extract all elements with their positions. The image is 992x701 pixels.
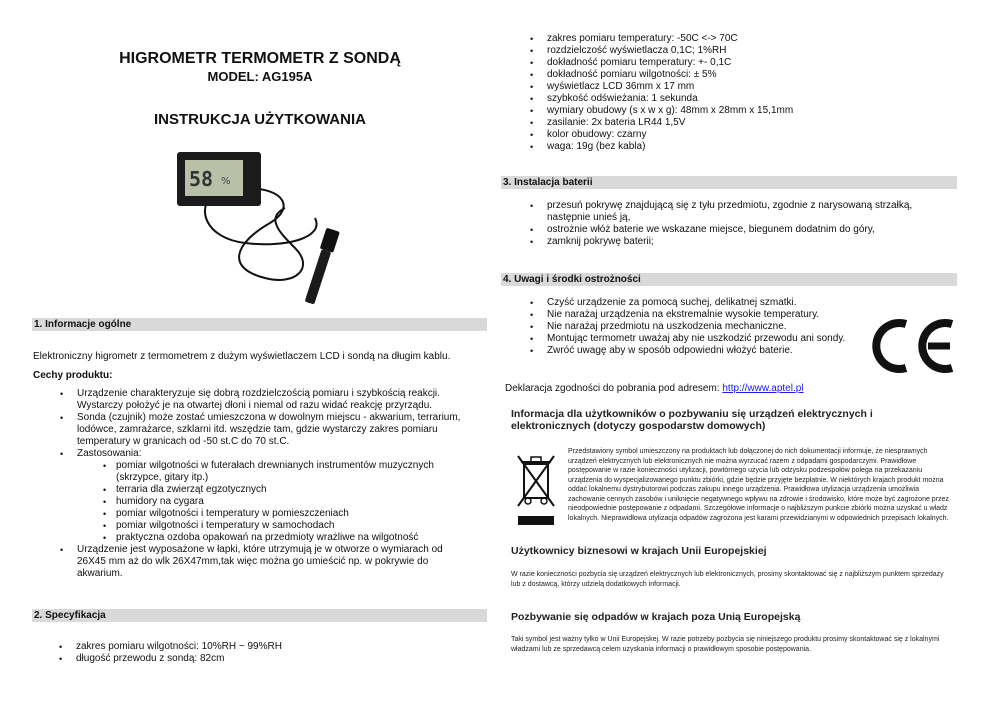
section-heading-spec: 2. Specyfikacja bbox=[32, 609, 487, 622]
list-item: • rozdzielczość wyświetlacza 0,1C; 1%RH bbox=[547, 45, 947, 57]
list-item: • zamknij pokrywę baterii; bbox=[547, 236, 947, 248]
svg-text:%: % bbox=[221, 176, 231, 187]
list-item: • humidory na cygara bbox=[116, 496, 472, 508]
list-item: • pomiar wilgotności i temperatury w pomieszczeniach bbox=[116, 508, 472, 520]
non-eu-body: Taki symbol jest ważny tylko w Unii Europejskej. W razie potrzeby pozbycia się niniejszego produktu prosimy skontaktować się z lokalnymi władzami lub ze sprzedawcą celem uzyskania informacji o prawidłowym sposobie postępowania. bbox=[511, 636, 940, 653]
list-item: • szybkość odświeżania: 1 sekunda bbox=[547, 93, 947, 105]
list-item: • waga: 19g (bez kabla) bbox=[547, 141, 947, 153]
list-item: • zasilanie: 2x bateria LR44 1,5V bbox=[547, 117, 947, 129]
list-item: • Urządzenie jest wyposażone w łapki, które utrzymują je w otworze o wymiarach od 26X45 mm aż do wlk 26X47mm,tak więc można go umieścić np. w pokrywie do akwarium. bbox=[77, 544, 472, 580]
disposal-body: Przedstawiony symbol umieszczony na produktach lub dołączonej do nich dokumentacji informuje, że niesprawnych urządzeń elektrycznych lub elektronicznych nie można wyrzucać razem z odpadami gospodarczymi. Prawidłowe postępowanie w razie konieczności utylizacji, powtórnego użycia lub odzysku podzespołów polega na przekazaniu urządzenia do wyspecjalizowanego punktu zbiórki, gdzie będzie przyjęte bezpłatnie. W niektórych krajach produkt można oddać lokalnemu dystrybutorowi podczas zakupu innego urządzenia. Prawidłowa utylizacja urządzenia umożliwia zachowanie cennych zasobów i uniknięcie negatywnego wpływu na zdrowie i środowisko, które może być zagrożone przez nieodpowiednie postępowanie z odpadami. Szczegółowe informacje o najbliższym punkcie zbiórki można uzyskać u władz lokalnych. Nieprawidłowa utylizacja odpadów zagrożona jest karami przewidzianymi w odpowiednich przepisach lokalnych. bbox=[568, 448, 949, 522]
list-item: • wymiary obudowy (s x w x g): 48mm x 28mm x 15,1mm bbox=[547, 105, 947, 117]
list-item: • kolor obudowy: czarny bbox=[547, 129, 947, 141]
features-heading: Cechy produktu: bbox=[33, 370, 113, 381]
cautions-list bbox=[547, 297, 867, 357]
list-item: • zakres pomiaru temperatury: -50C <-> 70C bbox=[547, 33, 947, 45]
non-eu-title: Pozbywanie się odpadów w krajach poza Unią Europejską bbox=[511, 611, 801, 623]
list-item: • pomiar wilgotności w futerałach drewnianych instrumentów muzycznych (skrzypce, gitary itp.) bbox=[116, 460, 472, 484]
crossed-bin-icon bbox=[514, 450, 558, 530]
list-item: • Sonda (czujnik) może zostać umieszczona w dowolnym miejscu - akwarium, terrarium, lodówce, zamrażarce, szklarni itd. wszędzie tam, gdzie wystarczy zakres pomiaru temperatury w granicach od -50 st.C do 70 st.C. bbox=[77, 412, 472, 448]
section-heading-battery: 3. Instalacja baterii bbox=[501, 176, 957, 189]
product-image bbox=[175, 148, 375, 308]
business-title: Użytkownicy biznesowi w krajach Unii Europejskiej bbox=[511, 545, 767, 557]
list-item: • Nie narażaj przedmiotu na uszkodzenia mechaniczne. bbox=[547, 321, 867, 333]
list-item: • Montując termometr uważaj aby nie uszkodzić przewodu ani sondy. bbox=[547, 333, 867, 345]
list-item: • ostrożnie włóż baterie we wskazane miejsce, biegunem dodatnim do góry, bbox=[547, 224, 947, 236]
disposal-title: Informacja dla użytkowników o pozbywaniu się urządzeń elektrycznych i elektronicznych (dotyczy gospodarstw domowych) bbox=[511, 408, 873, 432]
spec-list-left bbox=[76, 641, 376, 665]
list-item: • wyświetlacz LCD 36mm x 17 mm bbox=[547, 81, 947, 93]
list-item: • pomiar wilgotności i temperatury w samochodach bbox=[116, 520, 472, 532]
list-item: • zakres pomiaru wilgotności: 10%RH ~ 99%RH bbox=[76, 641, 376, 653]
declaration-label: Deklaracja zgodności do pobrania pod adresem: bbox=[505, 383, 723, 394]
features-list bbox=[77, 388, 472, 580]
list-item: • dokładność pomiaru wilgotności: ± 5% bbox=[547, 69, 947, 81]
business-body: W razie konieczności pozbycia się urządzeń elektrycznych lub elektronicznych, prosimy skontaktować się z najbliższym punktem sprzedaży lub z dostawcą, którzy udzielą dodatkowych informacji. bbox=[511, 571, 944, 588]
declaration-text bbox=[505, 383, 945, 395]
list-item: • Zwróć uwagę aby w sposób odpowiedni włożyć baterie. bbox=[547, 345, 867, 357]
ce-mark-icon bbox=[866, 316, 958, 376]
list-item: • przesuń pokrywę znajdującą się z tyłu przedmiotu, zgodnie z narysowaną strzałką, następnie unieś ją, bbox=[547, 200, 947, 224]
section-heading-cautions: 4. Uwagi i środki ostrożności bbox=[501, 273, 957, 286]
uses-label: Zastosowania: bbox=[77, 448, 142, 459]
list-item: • Czyść urządzenie za pomocą suchej, delikatnej szmatki. bbox=[547, 297, 867, 309]
document-title: HIGROMETR TERMOMETR Z SONDĄ bbox=[119, 50, 401, 67]
list-item: • dokładność pomiaru temperatury: +- 0,1C bbox=[547, 57, 947, 69]
section-heading-general: 1. Informacje ogólne bbox=[32, 318, 487, 331]
list-item: • długość przewodu z sondą: 82cm bbox=[76, 653, 376, 665]
list-item: • Urządzenie charakteryzuje się dobrą rozdzielczością pomiaru i szybkością reakcji. Wystarczy położyć je na otwartej dłoni i niemal od razu widać reakcję przyrządu. bbox=[77, 388, 472, 412]
declaration-link[interactable]: http://www.aptel.pl bbox=[722, 383, 804, 394]
intro-text: Elektroniczny higrometr z termometrem z dużym wyświetlaczem LCD i sondą na długim kablu. bbox=[33, 351, 451, 362]
list-item: • terraria dla zwierząt egzotycznych bbox=[116, 484, 472, 496]
manual-title: INSTRUKCJA UŻYTKOWANIA bbox=[154, 111, 366, 128]
list-item: • praktyczna ozdoba opakowań na przedmioty wrażliwe na wilgotność bbox=[116, 532, 472, 544]
list-item: • Nie narażaj urządzenia na ekstremalnie wysokie temperatury. bbox=[547, 309, 867, 321]
list-item bbox=[77, 448, 472, 544]
battery-list bbox=[547, 200, 947, 248]
spec-list-right bbox=[547, 33, 947, 153]
svg-text:58: 58 bbox=[189, 167, 214, 191]
model-number: MODEL: AG195A bbox=[207, 69, 313, 84]
uses-list bbox=[116, 460, 472, 544]
